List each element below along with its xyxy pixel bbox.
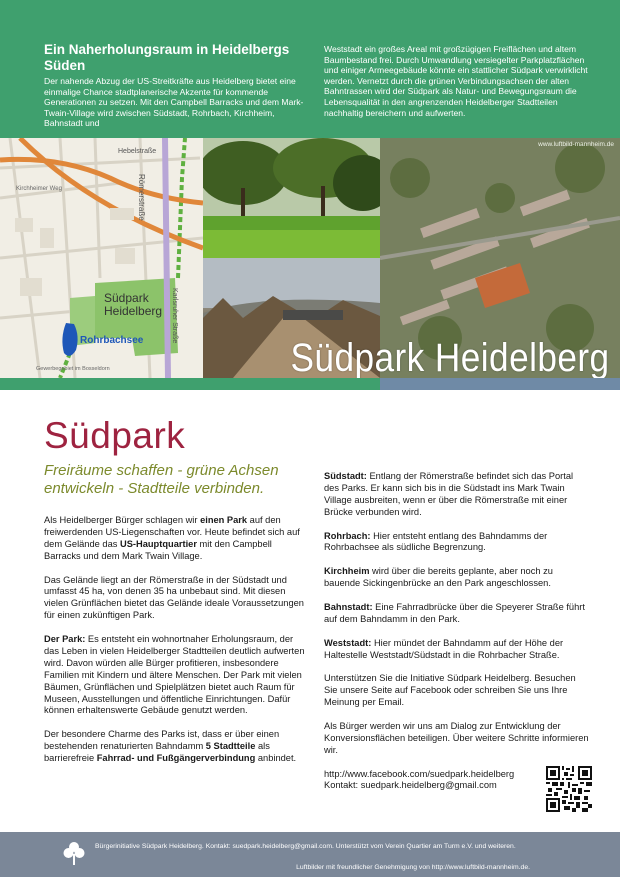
text: Entlang der Römerstraße befindet sich das Portal des Parks. Er kann sich bis in die Südstadt ins Mark Twain Village ausbreiten, wenn er über die Römerstraße mit einer Brücke verbunden wird. [324,471,574,517]
map-label-see: Rohrbachsee [80,335,144,346]
watermark: www.luftbild-mannheim.de [538,141,614,148]
text-bold: Rohrbach: [324,530,371,541]
left-paragraph-1 [44,515,308,563]
right-column [324,471,590,792]
map-label-gewerbe: Gewerbegebiet im Bosseldorn [36,366,110,372]
divider-blue [380,378,620,390]
text: anbindet. [255,753,297,764]
text: Als Heidelberger Bürger schlagen wir [44,515,201,525]
park-photo [203,138,380,258]
footer-text: Bürgerinitiative Südpark Heidelberg. Kontakt: suedpark.heidelberg@gmail.com. Unterstützt vom Verein Quartier am Turm e.V. und weiteren. [95,843,516,850]
contact-email[interactable]: Kontakt: suedpark.heidelberg@gmail.com [324,780,497,791]
footer-credit: Luftbilder mit freundlicher Genehmigung von http://www.luftbild-mannheim.de. [296,864,530,871]
map-label-kirchheimer: Kirchheimer Weg [16,186,62,192]
weststadt-paragraph [324,638,590,662]
image-strip [0,138,620,378]
rohrbach-paragraph [324,531,590,555]
top-left-column [44,42,306,129]
main-heading: Südpark [44,415,186,456]
text-bold: Südstadt: [324,471,367,481]
text: Hier entsteht entlang des Bahndamms der Rohrbachsee als südliche Begrenzung. [324,530,548,553]
top-title: Ein Naherholungsraum in Heidelbergs Süden [44,42,290,73]
bahnstadt-paragraph [324,602,590,626]
park-photo-graphic [203,138,380,258]
suedstadt-paragraph [324,471,590,519]
qr-code-graphic [546,766,592,812]
top-left-text: Der nahende Abzug der US-Streitkräfte aus Heidelberg bietet eine einmalige Chance stadtplanerische Akzente für kommende Generationen zu setzen. Mit den Campbell Barracks und dem Mark-Twain-Village wird zwischen Südstadt, Rohrbach, Kirchheim, Bahnstadt und [44,76,304,129]
qr-code [546,766,592,812]
kirchheim-paragraph [324,566,590,590]
support-paragraph: Unterstützen Sie die Initiative Südpark Heidelberg. Besuchen Sie unsere Seite auf Facebook oder schreiben Sie uns Ihre Meinung per Email. [324,673,576,708]
text: auf den freiwerdenden US-Liegenschaften vor. Heute befindet sich auf dem Gelände das [44,515,300,549]
text-bold: Der Park: [44,634,86,645]
map-label-karlsruher: Karlsruher Straße [171,288,178,344]
divider-green [0,378,380,390]
text-bold: US-Hauptquartier [119,538,197,549]
map-label-hebelstrasse: Hebelstraße [118,148,157,155]
text: Eine Fahrradbrücke über die Speyerer Straße führt auf dem Bahndamm in den Park. [324,601,585,624]
text: wird über die bereits geplante, aber noch zu bauende Sickingenbrücke an den Park angeschlossen. [324,566,553,589]
text-bold: Weststadt: [324,637,372,648]
left-paragraph-2: Das Gelände liegt an der Römerstraße in der Südstadt und umfasst 45 ha, von denen 35 ha unbebaut sind. Mit diesen vielen Grünflächen bietet das Gelände ideale Voraussetzungen für einen zukünftigen Park. [44,574,304,621]
text-bold: einen Park [200,515,248,525]
text-bold: 5 Stadtteile [205,741,256,752]
top-band [0,0,620,138]
left-column [44,515,308,777]
footer [0,832,620,877]
left-paragraph-3 [44,634,308,717]
dialog-paragraph: Als Bürger werden wir uns am Dialog zur Entwicklung der Konversionsflächen beteiligen. Über weitere Schritte informieren wir. [324,720,589,755]
map-label-roemerstrasse: Römerstraße [137,174,146,221]
text-bold: Fahrrad- und Fußgängerverbindung [96,753,256,764]
map-label-park [104,292,162,318]
text: als barrierefreie [44,741,270,764]
facebook-link[interactable]: http://www.facebook.com/suedpark.heidelberg [324,768,515,779]
text: mit den Campbell Barracks und dem Mark Twain Village. [44,538,272,561]
map-image [0,138,203,378]
text: Der besondere Charme des Parks ist, dass er über einen bestehenden renaturierten Bahndamm [44,729,280,752]
text-bold: Kirchheim [324,566,370,577]
top-right-text: Weststadt ein großes Areal mit großzügigen Freiflächen und altem Baumbestand frei. Durch Umwandlung versiegelter Parkplatzflächen und einiger Armeegebäude könnte ein stattlicher Südpark verwirklicht werden. Vernetzt durch die grünen Verbindungsachsen der alten Bahntrassen wird der Südpark als Natur- und Bewegungsraum die Lebensqualität in den angrenzenden Heidelberger Stadtteilen nachhaltig bereichern und aufwerten. [324,44,588,118]
text: Es entsteht ein wohnortnaher Erholungsraum, der das Leben in vielen Heidelberger Stadtteilen deutlich aufwerten wird. Davon würden alle Bürger profitieren, insbesondere Familien mit Kindern und ältere Menschen. Der Park mit vielen Bäumen, Grünflächen und Spielplätzen bietet auch Raum für Museen, Ausstellungen und öffentliche Einrichtungen. Dafür können erhaltenswerte Gebäude genutzt werden. [44,634,305,716]
sub-heading: Freiräume schaffen - grüne Achsen entwickeln - Stadtteile verbinden. [44,462,279,497]
map-label-park-line1: Südpark [104,291,149,305]
text: Hier mündet der Bahndamm auf der Höhe der Haltestelle Weststadt/Südstadt in die Rohrbacher Straße. [324,637,564,660]
text-bold: Bahnstadt: [324,601,373,612]
map-label-park-line2: Heidelberg [104,304,163,318]
banner-title: Südpark Heidelberg [290,336,610,378]
left-paragraph-4 [44,729,308,765]
clover-logo-icon [62,840,86,866]
